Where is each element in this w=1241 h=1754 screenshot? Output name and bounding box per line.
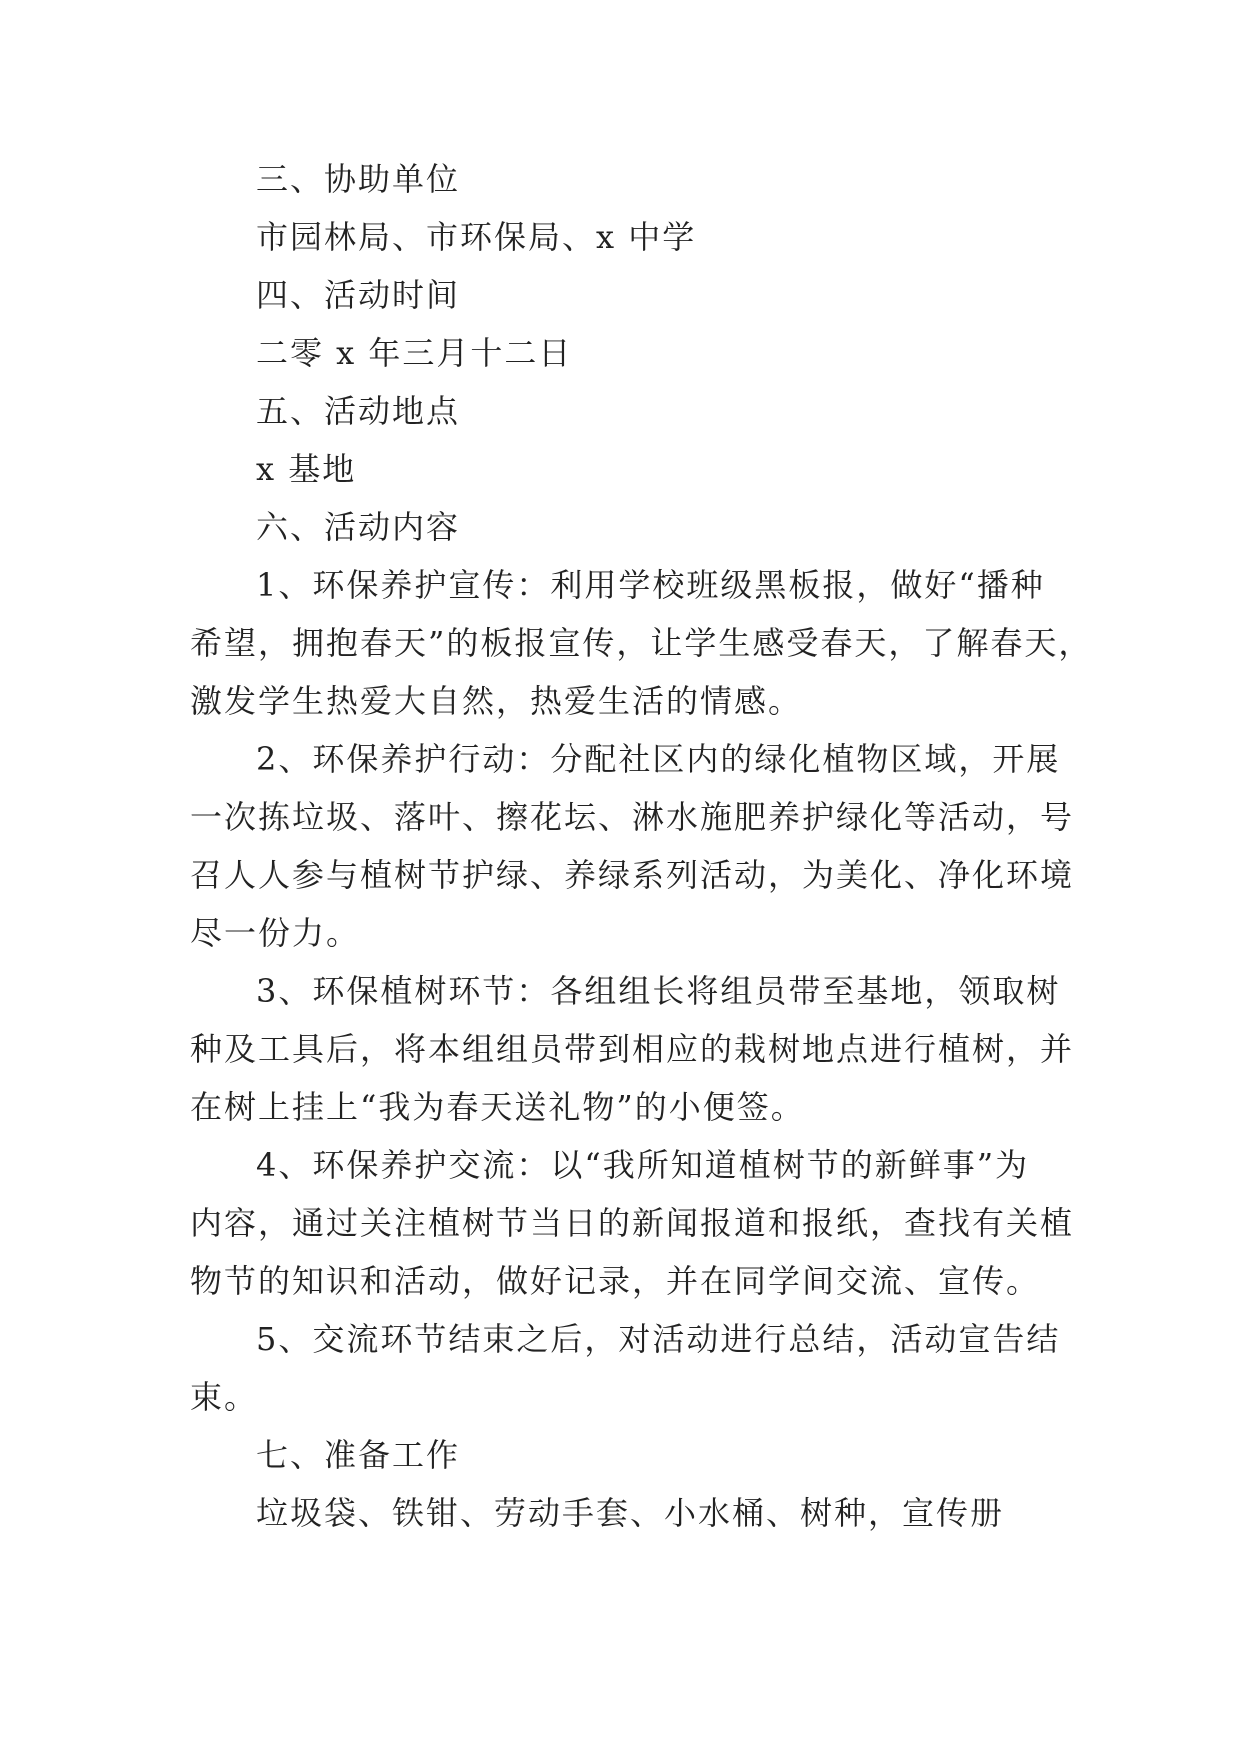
document-body [190,150,1093,1542]
content-item-1-line-2: 希望，拥抱春天”的板报宣传，让学生感受春天，了解春天， [190,624,1093,662]
section-heading-assisting-units: 三、协助单位 [256,160,461,198]
content-item-2-line-2: 一次拣垃圾、落叶、擦花坛、淋水施肥养护绿化等活动，号 [190,798,1075,836]
assisting-units-text: 市园林局、市环保局、x 中学 [256,218,697,256]
section-heading-activity-content: 六、活动内容 [256,508,461,546]
content-item-3-line-3: 在树上挂上“我为春天送礼物”的小便签。 [190,1088,805,1126]
content-item-3-line-1: 3、环保植树环节：各组组长将组员带至基地，领取树 [256,972,1061,1010]
activity-location-text: x 基地 [256,450,357,488]
section-heading-preparation: 七、准备工作 [256,1436,461,1474]
content-item-2-line-3: 召人人参与植树节护绿、养绿系列活动，为美化、净化环境 [190,856,1075,894]
section-heading-activity-location: 五、活动地点 [256,392,461,430]
content-item-1-line-1: 1、环保养护宣传：利用学校班级黑板报，做好“播种 [256,566,1045,604]
content-item-5-line-1: 5、交流环节结束之后，对活动进行总结，活动宣告结 [256,1320,1061,1358]
preparation-items-text: 垃圾袋、铁钳、劳动手套、小水桶、树种，宣传册 [256,1494,1005,1532]
activity-time-text: 二零 x 年三月十二日 [256,334,573,372]
content-item-3-line-2: 种及工具后，将本组组员带到相应的栽树地点进行植树，并 [190,1030,1075,1068]
content-item-5-line-2: 束。 [190,1378,259,1416]
content-item-4-line-2: 内容，通过关注植树节当日的新闻报道和报纸，查找有关植 [190,1204,1075,1242]
content-item-2-line-4: 尽一份力。 [190,914,361,952]
content-item-2-line-1: 2、环保养护行动：分配社区内的绿化植物区域，开展 [256,740,1061,778]
section-heading-activity-time: 四、活动时间 [256,276,461,314]
content-item-4-line-1: 4、环保养护交流：以“我所知道植树节的新鲜事”为 [256,1146,1030,1184]
content-item-4-line-3: 物节的知识和活动，做好记录，并在同学间交流、宣传。 [190,1262,1041,1300]
content-item-1-line-3: 激发学生热爱大自然，热爱生活的情感。 [190,682,803,720]
